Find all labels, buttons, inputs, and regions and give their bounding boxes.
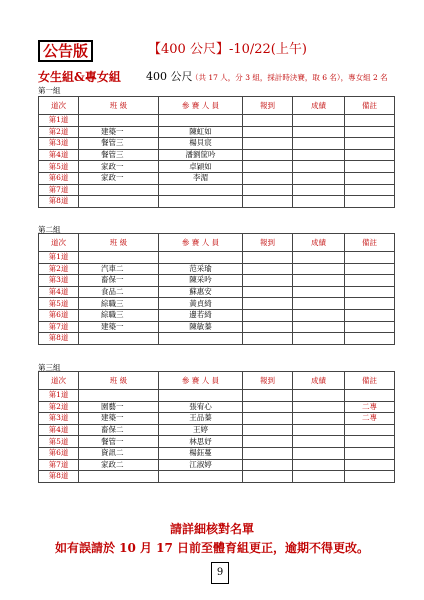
- announcement-header: [38, 40, 398, 62]
- note-cell: [345, 138, 395, 150]
- lane-cell: 第6道: [39, 447, 79, 459]
- table-row: [39, 471, 395, 483]
- column-header: 道次: [39, 97, 79, 115]
- athlete-cell: [159, 471, 243, 483]
- class-cell: 建築一: [79, 321, 159, 333]
- result-cell: [293, 321, 345, 333]
- athlete-cell: 江淑婷: [159, 459, 243, 471]
- checkin-cell: [243, 252, 293, 264]
- class-cell: 汽車二: [79, 263, 159, 275]
- class-cell: [79, 115, 159, 127]
- athlete-cell: [159, 333, 243, 345]
- note-cell: [345, 436, 395, 448]
- result-cell: [293, 413, 345, 425]
- athlete-cell: 李湄: [159, 172, 243, 184]
- note-cell: [345, 184, 395, 196]
- lane-cell: 第3道: [39, 275, 79, 287]
- result-cell: [293, 184, 345, 196]
- note-cell: [345, 115, 395, 127]
- page-number: 9: [211, 562, 229, 584]
- lane-cell: 第1道: [39, 252, 79, 264]
- checkin-cell: [243, 298, 293, 310]
- lane-cell: 第7道: [39, 459, 79, 471]
- note-cell: [345, 459, 395, 471]
- column-header: 成績: [293, 234, 345, 252]
- group-name: 女生組&專女組: [38, 70, 121, 84]
- table-row: [39, 184, 395, 196]
- note-cell: [345, 172, 395, 184]
- athlete-cell: 潘劉筐吟: [159, 149, 243, 161]
- class-cell: 家政一: [79, 172, 159, 184]
- athlete-cell: [159, 196, 243, 208]
- column-header: 報到: [243, 234, 293, 252]
- checkin-cell: [243, 149, 293, 161]
- table-row: [39, 424, 395, 436]
- table-row: [39, 459, 395, 471]
- class-cell: 建築一: [79, 126, 159, 138]
- column-header: 班 級: [79, 372, 159, 390]
- note-cell: [345, 298, 395, 310]
- checkin-cell: [243, 172, 293, 184]
- lane-cell: 第5道: [39, 298, 79, 310]
- group-note: （共 17 人，分 3 組，採計時決賽，取 6 名），專女組 2 名: [191, 73, 388, 82]
- result-cell: [293, 436, 345, 448]
- checkin-cell: [243, 436, 293, 448]
- checkin-cell: [243, 126, 293, 138]
- heat-table: [38, 233, 395, 345]
- result-cell: [293, 149, 345, 161]
- note-cell: [345, 196, 395, 208]
- table-row: [39, 390, 395, 402]
- class-cell: 餐管三: [79, 149, 159, 161]
- note-cell: [345, 471, 395, 483]
- class-cell: [79, 196, 159, 208]
- result-cell: [293, 459, 345, 471]
- column-header: 備註: [345, 97, 395, 115]
- table-row: [39, 263, 395, 275]
- result-cell: [293, 471, 345, 483]
- athlete-cell: 王婷: [159, 424, 243, 436]
- lane-cell: 第7道: [39, 321, 79, 333]
- lane-cell: 第6道: [39, 309, 79, 321]
- result-cell: [293, 161, 345, 173]
- class-cell: [79, 390, 159, 402]
- table-row: [39, 126, 395, 138]
- heat-label: 第三組: [38, 363, 61, 372]
- lane-cell: 第1道: [39, 390, 79, 402]
- table-row: [39, 309, 395, 321]
- class-cell: 園藝一: [79, 401, 159, 413]
- result-cell: [293, 298, 345, 310]
- note-cell: [345, 333, 395, 345]
- class-cell: [79, 184, 159, 196]
- result-cell: [293, 172, 345, 184]
- table-row: [39, 436, 395, 448]
- class-cell: 建築一: [79, 413, 159, 425]
- result-cell: [293, 401, 345, 413]
- table-row: [39, 196, 395, 208]
- heat-label: 第二組: [38, 225, 61, 234]
- note-cell: 二專: [345, 401, 395, 413]
- lane-cell: 第8道: [39, 333, 79, 345]
- class-cell: 食品二: [79, 286, 159, 298]
- column-header: 參 賽 人 員: [159, 234, 243, 252]
- athlete-cell: [159, 115, 243, 127]
- column-header: 班 級: [79, 97, 159, 115]
- class-cell: 家政二: [79, 459, 159, 471]
- table-row: [39, 298, 395, 310]
- class-cell: 餐管一: [79, 436, 159, 448]
- lane-cell: 第4道: [39, 149, 79, 161]
- lane-cell: 第4道: [39, 424, 79, 436]
- result-cell: [293, 115, 345, 127]
- athlete-cell: 陳虹如: [159, 126, 243, 138]
- class-cell: 餐管三: [79, 138, 159, 150]
- checkin-cell: [243, 401, 293, 413]
- column-header: 參 賽 人 員: [159, 97, 243, 115]
- athlete-cell: [159, 184, 243, 196]
- class-cell: 綜職三: [79, 298, 159, 310]
- checkin-cell: [243, 321, 293, 333]
- announcement-badge: 公告版: [38, 40, 93, 62]
- class-cell: 畜保二: [79, 424, 159, 436]
- table-row: [39, 413, 395, 425]
- table-row: [39, 161, 395, 173]
- athlete-cell: 蘇惠安: [159, 286, 243, 298]
- lane-cell: 第8道: [39, 196, 79, 208]
- table-header-row: [39, 97, 395, 115]
- table-header-row: [39, 372, 395, 390]
- event-title: 【400 公尺】-10/22(上午): [148, 42, 307, 57]
- class-cell: 綜職三: [79, 309, 159, 321]
- checkin-cell: [243, 286, 293, 298]
- check-list-notice: 請詳細核對名單: [169, 522, 254, 536]
- checkin-cell: [243, 413, 293, 425]
- lane-cell: 第7道: [39, 184, 79, 196]
- table-row: [39, 138, 395, 150]
- heat-label: 第一組: [38, 86, 61, 95]
- result-cell: [293, 263, 345, 275]
- checkin-cell: [243, 471, 293, 483]
- note-cell: [345, 390, 395, 402]
- table-row: [39, 149, 395, 161]
- result-cell: [293, 138, 345, 150]
- result-cell: [293, 275, 345, 287]
- table-row: [39, 252, 395, 264]
- table-row: [39, 172, 395, 184]
- athlete-cell: 邊若綺: [159, 309, 243, 321]
- table-header-row: [39, 234, 395, 252]
- result-cell: [293, 126, 345, 138]
- lane-cell: 第8道: [39, 471, 79, 483]
- class-cell: [79, 333, 159, 345]
- table-row: [39, 115, 395, 127]
- note-cell: [345, 424, 395, 436]
- note-cell: [345, 286, 395, 298]
- checkin-cell: [243, 196, 293, 208]
- column-header: 報到: [243, 97, 293, 115]
- athlete-cell: 卓穎如: [159, 161, 243, 173]
- class-cell: [79, 471, 159, 483]
- column-header: 班 級: [79, 234, 159, 252]
- result-cell: [293, 286, 345, 298]
- lane-cell: 第1道: [39, 115, 79, 127]
- lane-cell: 第2道: [39, 126, 79, 138]
- lane-cell: 第5道: [39, 436, 79, 448]
- athlete-cell: 黃貞綺: [159, 298, 243, 310]
- class-cell: 家政一: [79, 161, 159, 173]
- group-distance: 400 公尺: [146, 70, 193, 83]
- note-cell: [345, 447, 395, 459]
- note-cell: [345, 161, 395, 173]
- class-cell: 畜保一: [79, 275, 159, 287]
- column-header: 成績: [293, 97, 345, 115]
- checkin-cell: [243, 424, 293, 436]
- athlete-cell: 楊貝宸: [159, 138, 243, 150]
- athlete-cell: 楊鈺蔓: [159, 447, 243, 459]
- athlete-cell: [159, 252, 243, 264]
- checkin-cell: [243, 333, 293, 345]
- result-cell: [293, 196, 345, 208]
- column-header: 報到: [243, 372, 293, 390]
- lane-cell: 第6道: [39, 172, 79, 184]
- lane-cell: 第2道: [39, 263, 79, 275]
- class-cell: [79, 252, 159, 264]
- heat-table: [38, 96, 395, 208]
- result-cell: [293, 333, 345, 345]
- result-cell: [293, 309, 345, 321]
- checkin-cell: [243, 115, 293, 127]
- checkin-cell: [243, 184, 293, 196]
- checkin-cell: [243, 390, 293, 402]
- table-row: [39, 333, 395, 345]
- athlete-cell: 林思妤: [159, 436, 243, 448]
- athlete-cell: [159, 390, 243, 402]
- table-row: [39, 275, 395, 287]
- column-header: 道次: [39, 234, 79, 252]
- column-header: 成績: [293, 372, 345, 390]
- athlete-cell: 張宥心: [159, 401, 243, 413]
- note-cell: [345, 149, 395, 161]
- column-header: 參 賽 人 員: [159, 372, 243, 390]
- note-cell: [345, 321, 395, 333]
- correction-deadline-notice: 如有誤請於 10 月 17 日前至體育組更正，逾期不得更改。: [54, 541, 370, 555]
- checkin-cell: [243, 161, 293, 173]
- table-row: [39, 447, 395, 459]
- result-cell: [293, 390, 345, 402]
- group-info: [38, 69, 398, 85]
- checkin-cell: [243, 447, 293, 459]
- checkin-cell: [243, 275, 293, 287]
- lane-cell: 第5道: [39, 161, 79, 173]
- athlete-cell: 王品蓁: [159, 413, 243, 425]
- athlete-cell: 陳采吟: [159, 275, 243, 287]
- note-cell: 二專: [345, 413, 395, 425]
- note-cell: [345, 275, 395, 287]
- note-cell: [345, 309, 395, 321]
- lane-cell: 第3道: [39, 138, 79, 150]
- result-cell: [293, 252, 345, 264]
- table-row: [39, 321, 395, 333]
- column-header: 備註: [345, 372, 395, 390]
- class-cell: 資訊二: [79, 447, 159, 459]
- heat-table: [38, 371, 395, 483]
- checkin-cell: [243, 138, 293, 150]
- column-header: 備註: [345, 234, 395, 252]
- checkin-cell: [243, 309, 293, 321]
- athlete-cell: 陳敏蓁: [159, 321, 243, 333]
- checkin-cell: [243, 459, 293, 471]
- athlete-cell: 范采瑜: [159, 263, 243, 275]
- result-cell: [293, 424, 345, 436]
- lane-cell: 第3道: [39, 413, 79, 425]
- table-row: [39, 286, 395, 298]
- note-cell: [345, 126, 395, 138]
- lane-cell: 第4道: [39, 286, 79, 298]
- note-cell: [345, 263, 395, 275]
- result-cell: [293, 447, 345, 459]
- lane-cell: 第2道: [39, 401, 79, 413]
- column-header: 道次: [39, 372, 79, 390]
- note-cell: [345, 252, 395, 264]
- checkin-cell: [243, 263, 293, 275]
- table-row: [39, 401, 395, 413]
